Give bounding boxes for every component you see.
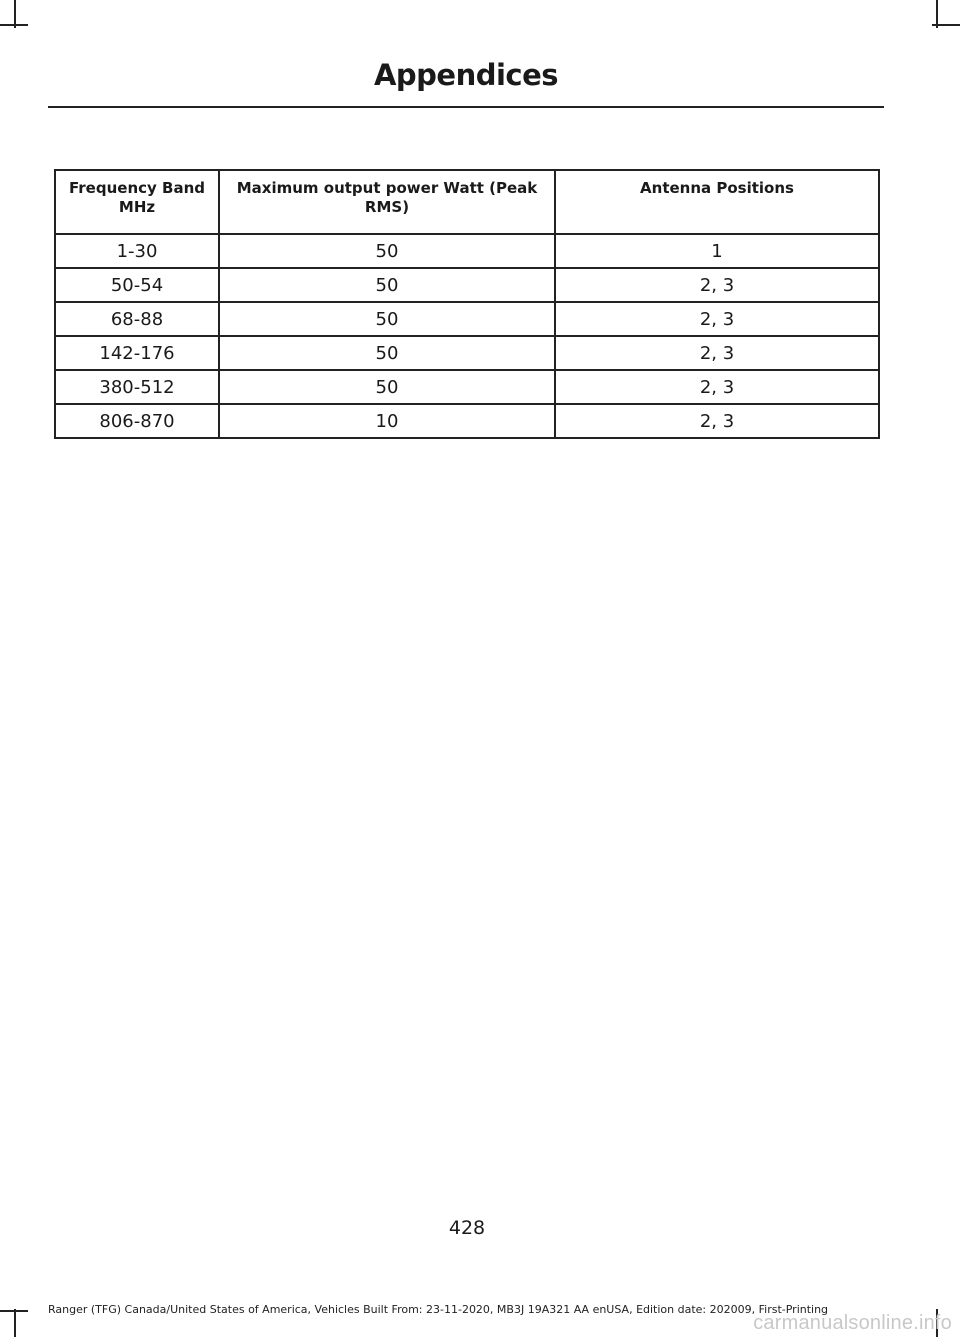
power-cell: 50 bbox=[219, 234, 555, 268]
antenna-cell: 2, 3 bbox=[555, 268, 879, 302]
antenna-cell: 2, 3 bbox=[555, 336, 879, 370]
table-row bbox=[55, 302, 879, 336]
page-number: 428 bbox=[448, 1217, 486, 1239]
power-cell: 50 bbox=[219, 370, 555, 404]
power-cell: 50 bbox=[219, 336, 555, 370]
table-row bbox=[55, 268, 879, 302]
frequency-cell: 142-176 bbox=[55, 336, 219, 370]
table-header-row bbox=[55, 170, 879, 234]
power-cell: 10 bbox=[219, 404, 555, 438]
column-header-max-power: Maximum output power Watt (Peak RMS) bbox=[219, 170, 555, 234]
frequency-cell: 68-88 bbox=[55, 302, 219, 336]
watermark: carmanualsonline.info bbox=[753, 1312, 952, 1334]
frequency-cell: 380-512 bbox=[55, 370, 219, 404]
frequency-cell: 50-54 bbox=[55, 268, 219, 302]
footer-edition-info: Ranger (TFG) Canada/United States of America, Vehicles Built From: 23-11-2020, MB3J 19A321 AA enUSA, Edition date: 202009, First-Printing bbox=[48, 1303, 829, 1316]
column-header-frequency: Frequency Band MHz bbox=[55, 170, 219, 234]
crop-mark-bottom-left-h bbox=[0, 1310, 28, 1312]
table-row bbox=[55, 336, 879, 370]
table-row bbox=[55, 404, 879, 438]
table-row bbox=[55, 370, 879, 404]
power-cell: 50 bbox=[219, 302, 555, 336]
antenna-cell: 2, 3 bbox=[555, 404, 879, 438]
antenna-cell: 2, 3 bbox=[555, 302, 879, 336]
frequency-cell: 1-30 bbox=[55, 234, 219, 268]
antenna-cell: 1 bbox=[555, 234, 879, 268]
table-row bbox=[55, 234, 879, 268]
header-divider bbox=[48, 106, 884, 108]
frequency-power-table bbox=[54, 169, 880, 439]
frequency-cell: 806-870 bbox=[55, 404, 219, 438]
crop-mark-top-left-h bbox=[0, 24, 28, 26]
crop-mark-top-right-h bbox=[932, 24, 960, 26]
column-header-antenna-positions: Antenna Positions bbox=[555, 170, 879, 234]
crop-mark-bottom-left bbox=[14, 1309, 16, 1337]
antenna-cell: 2, 3 bbox=[555, 370, 879, 404]
power-cell: 50 bbox=[219, 268, 555, 302]
page-title: Appendices bbox=[373, 58, 559, 92]
